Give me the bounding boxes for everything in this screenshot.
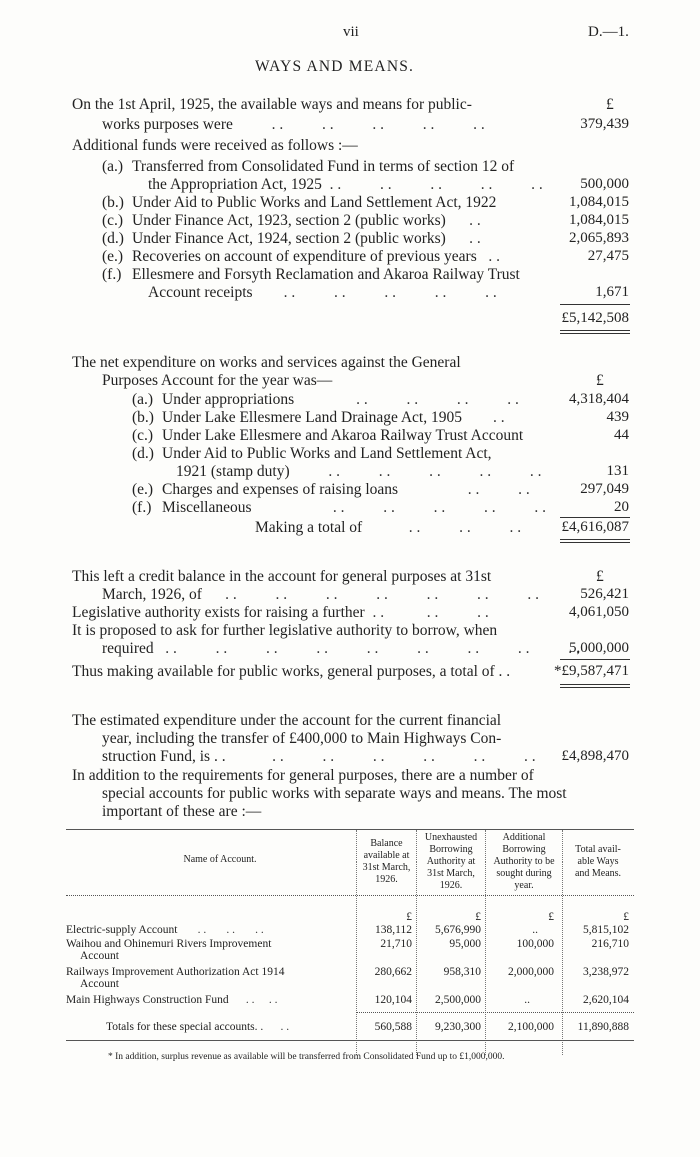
header-name: Name of Account. [183,854,257,865]
header-line: able Ways [577,856,619,867]
section2-total: £4,616,087 [561,519,629,535]
totals-cell: 560,588 [374,1021,412,1033]
table-cell: 280,662 [374,966,412,978]
proposed-text-line1: It is proposed to ask for further legislative authority to borrow, when [72,622,498,639]
item-label: (e.) [102,248,124,265]
table-cell: 100,000 [516,938,554,950]
pound-sign: £ [623,911,629,923]
item-text: Under appropriations . . . . . . . . [162,391,519,408]
pound-sign: £ [596,372,604,389]
table-cell: 2,000,000 [508,966,554,978]
item-text: Recoveries on account of expenditure of previous years . . [132,248,500,265]
opening-text-line1: On the 1st April, 1925, the available ways and means for public- [72,96,472,113]
item-text: Under Aid to Public Works and Land Settlement Act, 1922 [132,194,497,211]
header-line: Unexhausted [424,832,478,843]
table-cell: .. [524,994,530,1006]
table-row-name: Waihou and Ohinemuri Rivers Improvement [66,938,272,950]
section1-total: £5,142,508 [561,310,629,326]
opening-balance-value: 379,439 [580,116,629,132]
table-cell: 95,000 [449,938,481,950]
table-row-name: Electric-supply Account . . . . . . [66,924,264,936]
item-text: Ellesmere and Forsyth Reclamation and Akaroa Railway Trust [132,266,520,283]
table-cell: 120,104 [374,994,412,1006]
divider [560,517,630,518]
pound-sign: £ [475,911,481,923]
header-total [563,844,633,880]
credit-text-line1: This left a credit balance in the account for general purposes at 31st [72,568,492,585]
item-label: (c.) [102,212,124,229]
item-text: Under Aid to Public Works and Land Settlement Act, [162,445,492,462]
item-text: Under Finance Act, 1923, section 2 (public works) . . [132,212,481,229]
item-value: 4,318,404 [569,391,629,407]
double-rule [560,684,630,688]
item-label: (d.) [102,230,124,247]
header-line: 31st March, [362,862,411,873]
item-label: (c.) [132,427,154,444]
expenditure-text-line1: The net expenditure on works and services against the General [72,354,461,371]
item-label: (a.) [132,391,154,408]
header-line: Total avail- [575,844,621,855]
item-value: 27,475 [587,248,629,264]
totals-rule [356,1012,634,1013]
estimate-text-line3: struction Fund, is . . . . . . . . . . . . . . [102,748,536,765]
header-line: Additional [502,832,546,843]
proposed-text-line2: required . . . . . . . . . . . . . . . . . . [102,640,580,657]
estimate-text-line2: year, including the transfer of £400,000 to Main Highways Con- [102,730,502,747]
header-rule [66,895,634,896]
grand-total-label: Thus making available for public works, general purposes, a total of . . [72,663,511,680]
table-top-rule [66,829,634,830]
totals-label: Totals for these special accounts. . . . [106,1021,290,1033]
item-text: the Appropriation Act, 1925 . . . . . . . . . . [148,176,543,193]
table-row-name: Main Highways Construction Fund . . . . [66,994,278,1006]
special-accounts-text-line3: important of these are :— [102,803,262,820]
document-reference: D.—1. [588,24,629,40]
credit-value: 526,421 [580,586,629,602]
item-value: 1,671 [595,284,629,300]
item-text: 1921 (stamp duty) . . . . . . . . . . [176,463,542,480]
item-value: 1,084,015 [569,212,629,228]
table-cell: 958,310 [443,966,481,978]
expenditure-text-line2: Purposes Account for the year was— [102,372,333,389]
header-line: Authority to be [493,856,555,867]
additional-funds-heading: Additional funds were received as follows :— [72,137,358,154]
item-label: (f.) [132,499,152,516]
estimate-text-line1: The estimated expenditure under the account for the current financial [72,712,502,729]
item-value: 500,000 [580,176,629,192]
item-label: (b.) [102,194,124,211]
special-accounts-text-line1: In addition to the requirements for general purposes, there are a number of [72,767,534,784]
header-line: Balance [370,838,403,849]
double-rule [560,330,630,334]
item-value: 44 [614,427,629,443]
divider [560,304,630,305]
item-label: (f.) [102,266,122,283]
item-text: Account receipts . . . . . . . . . . [148,284,497,301]
header-additional [486,832,562,892]
proposed-value: 5,000,000 [569,640,629,656]
item-value: 1,084,015 [569,194,629,210]
item-value: 297,049 [580,481,629,497]
item-label: (b.) [132,409,154,426]
table-cell: 3,238,972 [583,966,629,978]
header-unexhausted [417,832,485,892]
item-text: Under Lake Ellesmere Land Drainage Act, 1905 . . [162,409,505,426]
estimate-value: £4,898,470 [561,748,629,764]
item-label: (d.) [132,445,154,462]
table-cell: 5,815,102 [583,924,629,936]
totals-cell: 11,890,888 [577,1021,629,1033]
table-row-name: Account [80,978,119,990]
item-value: 131 [606,463,629,479]
footnote: * In addition, surplus revenue as available will be transferred from Consolidated Fund up to £1,000,000. [108,1052,505,1062]
table-cell: 138,112 [375,924,412,936]
header-line: 1926. [439,880,463,891]
item-label: (e.) [132,481,154,498]
pound-sign: £ [548,911,554,923]
item-label: (a.) [102,158,124,175]
header-balance [357,838,416,886]
table-cell: 216,710 [591,938,629,950]
table-bottom-rule [66,1040,634,1041]
header-line: Borrowing [502,844,546,855]
item-value: 2,065,893 [569,230,629,246]
header-line: sought during [496,868,552,879]
item-value: 20 [614,499,629,515]
header-line: Borrowing [429,844,473,855]
table-row-name: Railways Improvement Authorization Act 1914 [66,966,285,978]
header-line: available at [363,850,410,861]
double-rule [560,539,630,543]
header-line: 31st March, [427,868,475,879]
divider [560,659,630,660]
opening-text-line2: works purposes were . . . . . . . . . . [102,116,485,133]
table-cell: 2,500,000 [435,994,481,1006]
grand-total-value: *£9,587,471 [554,663,629,679]
totals-cell: 2,100,000 [508,1021,554,1033]
header-line: 1926. [375,874,398,885]
item-value: 439 [606,409,629,425]
further-authority-value: 4,061,050 [569,604,629,620]
table-cell: .. [532,924,538,936]
total-label: Making a total of . . . . . . [255,519,522,536]
item-text: Under Finance Act, 1924, section 2 (public works) . . [132,230,481,247]
header-line: and Means. [574,868,622,879]
pound-sign: £ [606,96,614,113]
table-row-name: Account [80,950,119,962]
table-cell: 5,676,990 [435,924,481,936]
header-line: year. [514,880,534,891]
pound-sign: £ [596,568,604,585]
page-title: WAYS AND MEANS. [255,58,415,75]
credit-text-line2: March, 1926, of . . . . . . . . . . . . . . [102,586,539,603]
item-text: Transferred from Consolidated Fund in terms of section 12 of [132,158,515,175]
totals-cell: 9,230,300 [435,1021,481,1033]
page-number: vii [343,24,359,40]
pound-sign: £ [406,911,412,923]
table-cell: 2,620,104 [583,994,629,1006]
table-cell: 21,710 [380,938,412,950]
item-text: Charges and expenses of raising loans . . . . [162,481,530,498]
legislative-authority-text: Legislative authority exists for raising a further . . . . . . [72,604,489,621]
special-accounts-text-line2: special accounts for public works with separate ways and means. The most [102,785,567,802]
header-line: Authority at [426,856,476,867]
item-text: Miscellaneous . . . . . . . . . . [162,499,547,516]
item-text: Under Lake Ellesmere and Akaroa Railway Trust Account [162,427,524,444]
